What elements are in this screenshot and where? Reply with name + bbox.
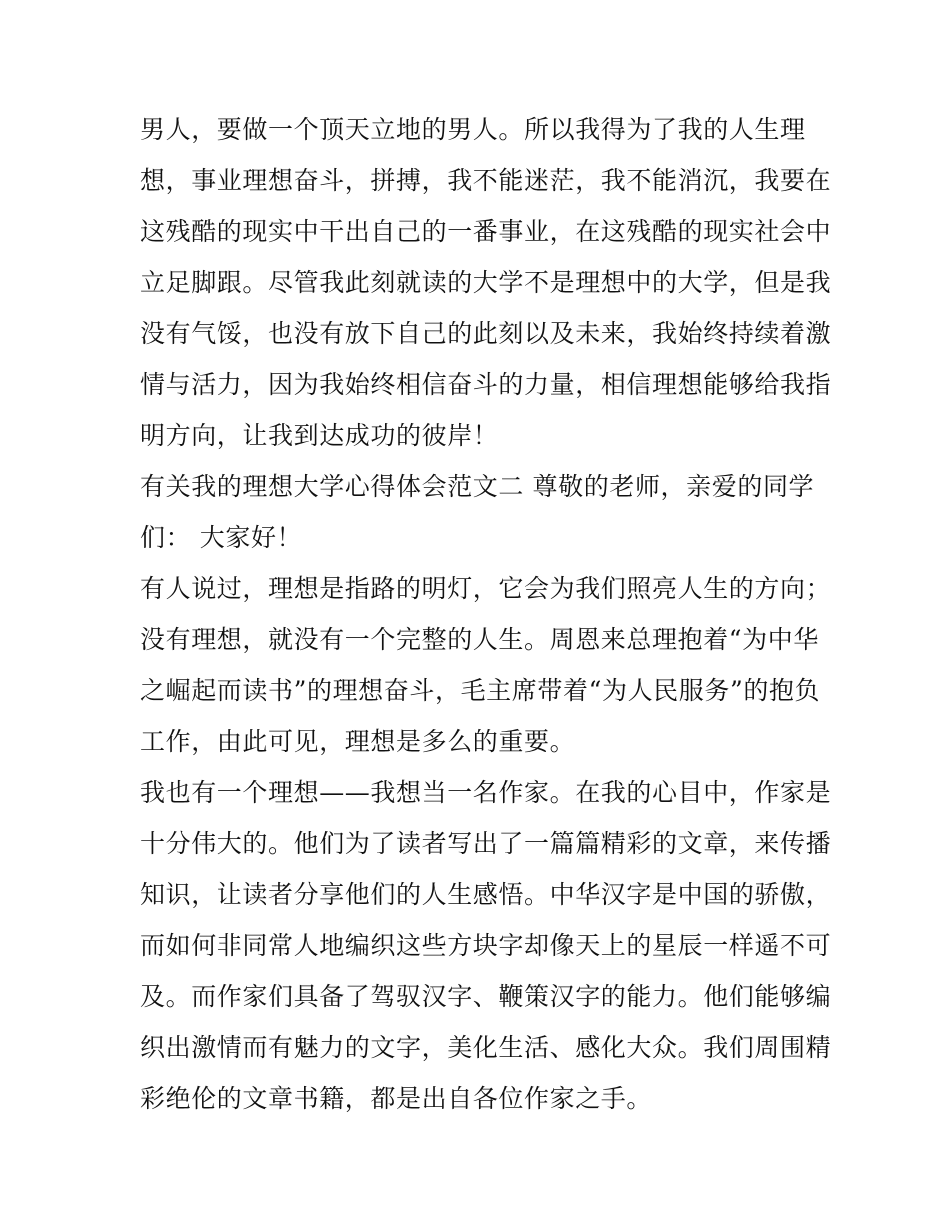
text-line: 织出激情而有魅力的文字，美化生活、感化大众。我们周围精 xyxy=(140,1033,832,1062)
text-line: 我也有一个理想——我想当一名作家。在我的心目中，作家是 xyxy=(140,778,832,807)
text-line: 们： 大家好！ xyxy=(140,523,303,552)
text-line: 十分伟大的。他们为了读者写出了一篇篇精彩的文章，来传播 xyxy=(140,829,832,858)
text-line: 明方向，让我到达成功的彼岸！ xyxy=(140,421,499,450)
text-line: 有关我的理想大学心得体会范文二 尊敬的老师，亲爱的同学 xyxy=(140,472,815,501)
text-line: 及。而作家们具备了驾驭汉字、鞭策汉字的能力。他们能够编 xyxy=(140,982,832,1011)
text-line: 之崛起而读书”的理想奋斗，毛主席带着“为人民服务”的抱负 xyxy=(140,676,821,705)
text-line: 彩绝伦的文章书籍，都是出自各位作家之手。 xyxy=(140,1084,653,1113)
text-line: 知识，让读者分享他们的人生感悟。中华汉字是中国的骄傲， xyxy=(140,880,832,909)
text-line: 而如何非同常人地编织这些方块字却像天上的星辰一样遥不可 xyxy=(140,931,832,960)
text-line: 男人，要做一个顶天立地的男人。所以我得为了我的人生理 xyxy=(140,115,806,144)
text-line: 没有理想，就没有一个完整的人生。周恩来总理抱着“为中华 xyxy=(140,625,819,654)
text-line: 立足脚跟。尽管我此刻就读的大学不是理想中的大学，但是我 xyxy=(140,268,832,297)
document-body xyxy=(140,104,830,1124)
text-line: 这残酷的现实中干出自己的一番事业，在这残酷的现实社会中 xyxy=(140,217,832,246)
text-line: 没有气馁，也没有放下自己的此刻以及未来，我始终持续着激 xyxy=(140,319,832,348)
text-line: 想，事业理想奋斗，拼搏，我不能迷茫，我不能消沉，我要在 xyxy=(140,166,832,195)
text-line: 情与活力，因为我始终相信奋斗的力量，相信理想能够给我指 xyxy=(140,370,832,399)
text-line: 工作，由此可见，理想是多么的重要。 xyxy=(140,727,576,756)
text-line: 有人说过，理想是指路的明灯，它会为我们照亮人生的方向； xyxy=(140,574,832,603)
